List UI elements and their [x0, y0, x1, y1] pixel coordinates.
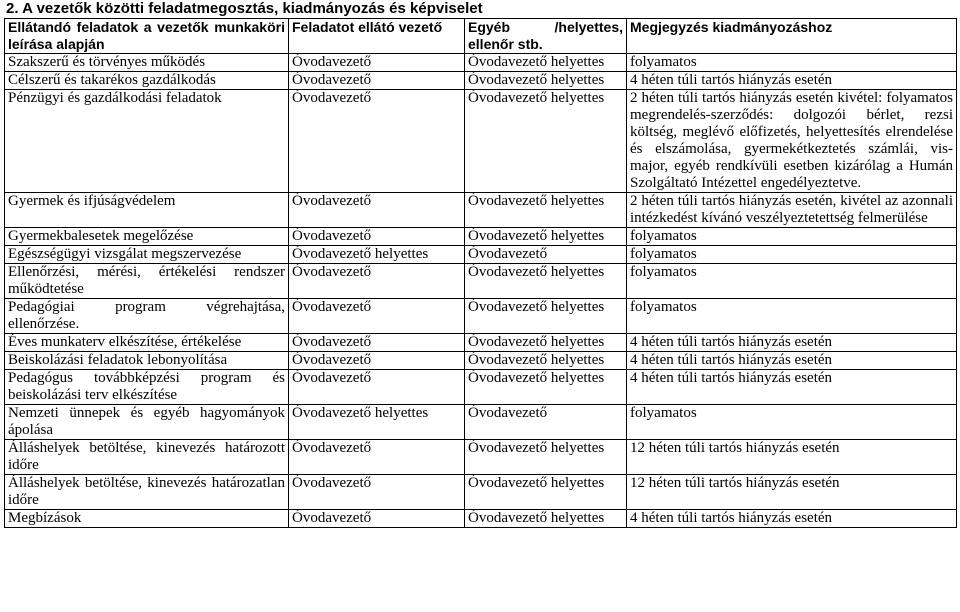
- section-heading: 2. A vezetők közötti feladatmegosztás, kiadmányozás és képviselet: [6, 0, 483, 17]
- table-row: [5, 299, 957, 334]
- table-header-row: [5, 19, 957, 54]
- cell-task: Éves munkaterv elkészítése, értékelése: [5, 334, 289, 352]
- cell-responsible: Óvodavezető helyettes: [289, 405, 465, 440]
- table-row: [5, 228, 957, 246]
- document-page: [4, 0, 956, 528]
- cell-task: Pedagógus továbbképzési program és beiskolázási terv elkészítése: [5, 370, 289, 405]
- cell-note: 4 héten túli tartós hiányzás esetén: [627, 510, 957, 528]
- table-row: [5, 475, 957, 510]
- table-row: [5, 90, 957, 193]
- cell-task: Álláshelyek betöltése, kinevezés határozott időre: [5, 440, 289, 475]
- table-row: [5, 72, 957, 90]
- cell-task: Pénzügyi és gazdálkodási feladatok: [5, 90, 289, 193]
- cell-responsible: Óvodavezető: [289, 334, 465, 352]
- cell-responsible: Óvodavezető: [289, 510, 465, 528]
- header-tasks: Ellátandó feladatok a vezetők munkaköri leírása alapján: [5, 19, 289, 54]
- cell-note: 2 héten túli tartós hiányzás esetén kivétel: folyamatos megrendelés-szerződés: dolgozói bérlet, rezsi költség, meglévő előfizetés, helyettesítés elrendelése és elszámolása, gyermekétkeztetés számlái, vis-major, egyéb rendkívüli esetben kizárólag a Humán Szolgáltató Intézettel engedélyeztetve.: [627, 90, 957, 193]
- cell-other: Óvodavezető helyettes: [465, 510, 627, 528]
- header-other-deputy: Egyéb /helyettes, ellenőr stb.: [465, 19, 627, 54]
- cell-responsible: Óvodavezető: [289, 228, 465, 246]
- cell-responsible: Óvodavezető helyettes: [289, 246, 465, 264]
- cell-responsible: Óvodavezető: [289, 72, 465, 90]
- cell-task: Gyermek és ifjúságvédelem: [5, 193, 289, 228]
- table-body: [5, 19, 957, 528]
- cell-note: 4 héten túli tartós hiányzás esetén: [627, 72, 957, 90]
- table-row: [5, 54, 957, 72]
- cell-responsible: Óvodavezető: [289, 299, 465, 334]
- cell-note: folyamatos: [627, 299, 957, 334]
- cell-responsible: Óvodavezető: [289, 475, 465, 510]
- cell-task: Megbízások: [5, 510, 289, 528]
- header-note: Megjegyzés kiadmányozáshoz: [627, 19, 957, 54]
- cell-note: folyamatos: [627, 264, 957, 299]
- cell-task: Egészségügyi vizsgálat megszervezése: [5, 246, 289, 264]
- cell-other: Óvodavezető helyettes: [465, 475, 627, 510]
- cell-task: Álláshelyek betöltése, kinevezés határozatlan időre: [5, 475, 289, 510]
- cell-other: Óvodavezető helyettes: [465, 334, 627, 352]
- table-row: [5, 193, 957, 228]
- table-row: [5, 510, 957, 528]
- cell-responsible: Óvodavezető: [289, 352, 465, 370]
- cell-other: Óvodavezető helyettes: [465, 72, 627, 90]
- table-row: [5, 334, 957, 352]
- task-allocation-table: [4, 18, 957, 528]
- cell-other: Óvodavezető helyettes: [465, 90, 627, 193]
- cell-task: Ellenőrzési, mérési, értékelési rendszer működtetése: [5, 264, 289, 299]
- cell-responsible: Óvodavezető: [289, 54, 465, 72]
- cell-task: Nemzeti ünnepek és egyéb hagyományok ápolása: [5, 405, 289, 440]
- table-row: [5, 352, 957, 370]
- cell-other: Óvodavezető: [465, 246, 627, 264]
- cell-responsible: Óvodavezető: [289, 193, 465, 228]
- cell-note: folyamatos: [627, 405, 957, 440]
- cell-other: Óvodavezető helyettes: [465, 264, 627, 299]
- cell-responsible: Óvodavezető: [289, 440, 465, 475]
- table-row: [5, 370, 957, 405]
- cell-note: 4 héten túli tartós hiányzás esetén: [627, 352, 957, 370]
- cell-other: Óvodavezető helyettes: [465, 440, 627, 475]
- table-row: [5, 405, 957, 440]
- cell-other: Óvodavezető helyettes: [465, 193, 627, 228]
- cell-note: 4 héten túli tartós hiányzás esetén: [627, 334, 957, 352]
- table-row: [5, 264, 957, 299]
- cell-other: Óvodavezető helyettes: [465, 299, 627, 334]
- cell-task: Pedagógiai program végrehajtása, ellenőrzése.: [5, 299, 289, 334]
- cell-task: Beiskolázási feladatok lebonyolítása: [5, 352, 289, 370]
- cell-other: Óvodavezető helyettes: [465, 370, 627, 405]
- cell-note: folyamatos: [627, 246, 957, 264]
- cell-responsible: Óvodavezető: [289, 264, 465, 299]
- cell-other: Óvodavezető helyettes: [465, 352, 627, 370]
- cell-responsible: Óvodavezető: [289, 370, 465, 405]
- cell-note: folyamatos: [627, 228, 957, 246]
- cell-other: Óvodavezető helyettes: [465, 228, 627, 246]
- cell-note: 12 héten túli tartós hiányzás esetén: [627, 475, 957, 510]
- cell-note: 2 héten túli tartós hiányzás esetén, kivétel az azonnali intézkedést kívánó veszélyeztetettség felmerülése: [627, 193, 957, 228]
- cell-task: Célszerű és takarékos gazdálkodás: [5, 72, 289, 90]
- table-row: [5, 246, 957, 264]
- cell-task: Szakszerű és törvényes működés: [5, 54, 289, 72]
- cell-responsible: Óvodavezető: [289, 90, 465, 193]
- cell-note: 12 héten túli tartós hiányzás esetén: [627, 440, 957, 475]
- cell-note: folyamatos: [627, 54, 957, 72]
- table-row: [5, 440, 957, 475]
- cell-note: 4 héten túli tartós hiányzás esetén: [627, 370, 957, 405]
- cell-task: Gyermekbalesetek megelőzése: [5, 228, 289, 246]
- cell-other: Óvodavezető: [465, 405, 627, 440]
- header-responsible-leader: Feladatot ellátó vezető: [289, 19, 465, 54]
- cell-other: Óvodavezető helyettes: [465, 54, 627, 72]
